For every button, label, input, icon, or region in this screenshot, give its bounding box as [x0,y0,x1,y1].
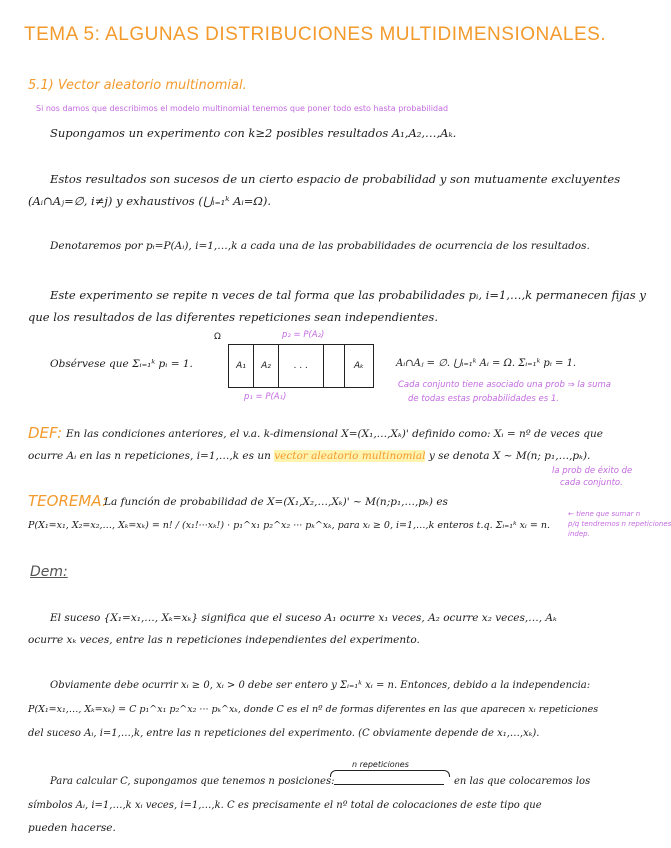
cell-a1: A₁ [229,345,254,387]
def-line-1: En las condiciones anteriores, el v.a. k-dimensional X=(X₁,…,Xₖ)' definido como: Xᵢ = nº de veces que [66,428,603,440]
section-heading: 5.1) Vector aleatorio multinomial. [28,78,247,93]
def-side-note-2: cada conjunto. [560,478,623,488]
dem-p2-line-1: Obviamente debe ocurrir xᵢ ≥ 0, xᵢ > 0 debe ser entero y Σᵢ₌₁ᵏ xᵢ = n. Entonces, debido a la independencia: [50,680,591,691]
repetitions-brace [330,770,450,777]
def-line-2b: y se denota X ~ M(n; p₁,…,pₖ). [428,450,591,462]
def-label: DEF: [28,424,63,442]
paragraph-3: Denotaremos por pᵢ=P(Aᵢ), i=1,…,k a cada una de las probabilidades de ocurrencia de los resultados. [50,240,590,252]
repetitions-label: n repeticiones [352,760,409,769]
paragraph-1: Supongamos un experimento con k≥2 posibles resultados A₁,A₂,…,Aₖ. [50,126,457,140]
theorem-line-1: La función de probabilidad de X=(X₁,X₂,…,Xₖ)' ~ M(n;p₁,…,pₖ) es [104,496,448,508]
paragraph-2-line-1: Estos resultados son sucesos de un cierto espacio de probabilidad y son mutuamente excluyentes [50,172,621,186]
omega-label: Ω [214,332,221,342]
cell-empty [324,345,345,387]
def-line-2a: ocurre Aᵢ en las n repeticiones, i=1,…,k es un [28,450,271,462]
observe-sum: Obsérvese que Σᵢ₌₁ᵏ pᵢ = 1. [50,358,193,370]
page-title: TEMA 5: ALGUNAS DISTRIBUCIONES MULTIDIMENSIONALES. [24,24,607,45]
theorem-side-note-1: ← tiene que sumar n [568,510,641,518]
dem-p3-line-1b: en las que colocaremos los [454,776,591,787]
theorem-line-2: P(X₁=x₁, X₂=x₂,…, Xₖ=xₖ) = n! / (x₁!···xₖ!) · p₁^x₁ p₂^x₂ ··· pₖ^xₖ, para xᵢ ≥ 0, i=1,…,k enteros t.q. Σᵢ₌₁ᵏ xᵢ = n. [28,520,550,531]
theorem-side-note-2: p/q tendremos n repeticiones [568,520,671,528]
theorem-label: TEOREMA: [28,492,107,510]
p1-label: p₁ = P(A₁) [244,392,287,402]
paragraph-4-line-2: que los resultados de las diferentes repeticiones sean independientes. [28,310,438,324]
cell-a2: A₂ [254,345,279,387]
dem-label: Dem: [30,564,68,580]
dem-p3-line-1a: Para calcular C, supongamos que tenemos n posiciones: [50,776,335,787]
dem-p2-line-2: P(X₁=x₁,…, Xₖ=xₖ) = C p₁^x₁ p₂^x₂ ··· pₖ^xₖ, donde C es el nº de formas diferentes en las que aparecen xᵢ repeticiones [28,704,599,715]
dem-p3-line-3: pueden hacerse. [28,822,116,834]
theorem-side-note-3: indep. [568,530,590,538]
paragraph-4-line-1: Este experimento se repite n veces de tal forma que las probabilidades pᵢ, i=1,…,k permanecen fijas y [50,288,646,302]
def-line-2 [28,450,590,462]
diagram-note-line-1: Cada conjunto tiene asociado una prob ⇒ la suma [398,380,611,390]
positions-line [334,784,444,785]
p2-label: p₂ = P(A₂) [282,330,325,340]
cell-ak: Aₖ [354,361,364,371]
cell-dots: . . . [279,345,324,387]
dem-p2-line-3: del suceso Aᵢ, i=1,…,k, entre las n repeticiones del experimento. (C obviamente depende de x₁,…,xₖ). [28,728,540,739]
intro-note: Si nos damos que describimos el modelo multinomial tenemos que poner todo esto hasta probabilidad [36,104,449,113]
diagram-note-line-2: de todas estas probabilidades es 1. [408,394,559,404]
disjoint-formula: Aᵢ∩Aⱼ = ∅. ⋃ᵢ₌₁ᵏ Aᵢ = Ω. Σᵢ₌₁ᵏ pᵢ = 1. [396,358,577,369]
def-highlight: vector aleatorio multinomial [274,450,426,462]
sample-space-diagram [228,344,374,388]
paragraph-2-line-2: (Aᵢ∩Aⱼ=∅, i≠j) y exhaustivos (⋃ᵢ₌₁ᵏ Aᵢ=Ω). [28,194,272,208]
def-side-note-1: la prob de éxito de [552,466,633,476]
dem-p1-line-1: El suceso {X₁=x₁,…, Xₖ=xₖ} significa que el suceso A₁ ocurre x₁ veces, A₂ ocurre x₂ veces,…, Aₖ [50,612,557,624]
dem-p3-line-2: símbolos Aᵢ, i=1,…,k xᵢ veces, i=1,…,k. C es precisamente el nº total de colocaciones de este tipo que [28,800,542,811]
dem-p1-line-2: ocurre xₖ veces, entre las n repeticiones independientes del experimento. [28,634,420,646]
